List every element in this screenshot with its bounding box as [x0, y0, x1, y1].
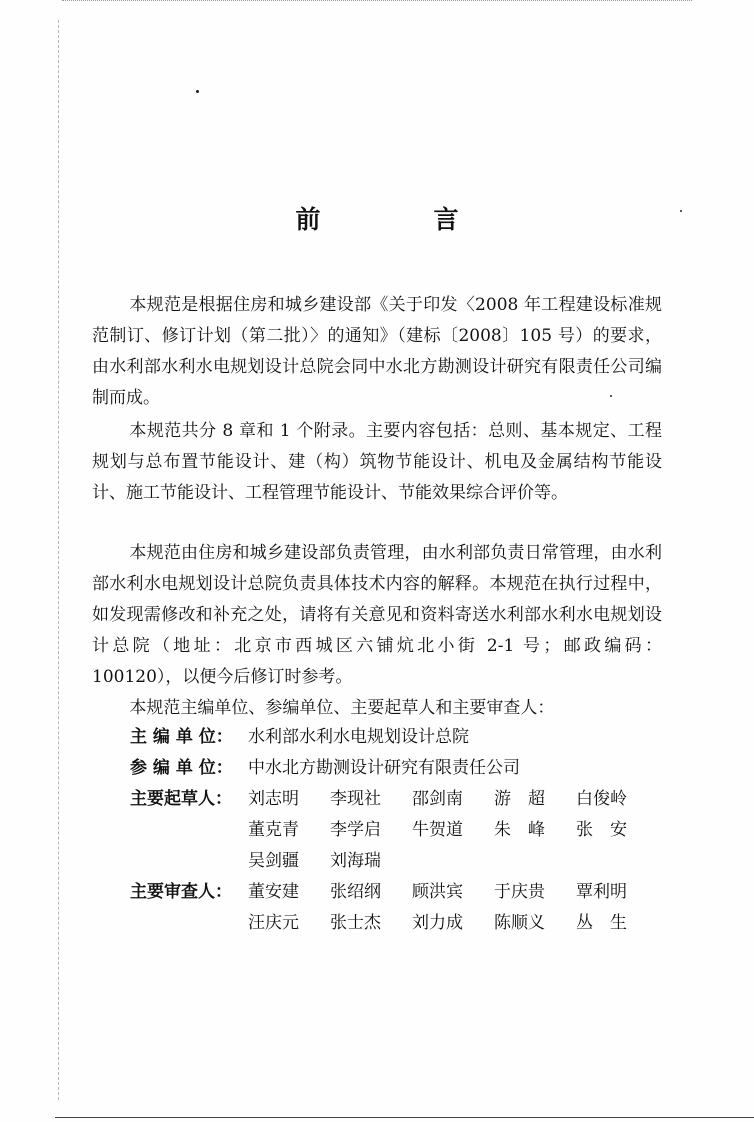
participating-unit-value: 中水北方勘测设计研究有限责任公司 — [248, 758, 520, 778]
drafter-name: 张 安 — [576, 820, 627, 840]
participating-unit-label: 参 编 单 位： — [130, 758, 233, 778]
drafter-name: 白俊岭 — [576, 789, 627, 809]
chief-unit-row — [130, 722, 690, 753]
reviewer-name: 刘力成 — [412, 913, 463, 933]
drafters-label: 主要起草人： — [130, 789, 232, 809]
scan-edge-left — [58, 20, 60, 1100]
reviewer-name: 张士杰 — [330, 913, 381, 933]
drafters-row — [130, 815, 690, 846]
reviewers-row — [130, 877, 690, 908]
drafter-name: 刘海瑞 — [330, 851, 381, 871]
preface-paragraph: 本规范主编单位、参编单位、主要起草人和主要审查人： — [129, 698, 555, 718]
drafter-name: 李学启 — [330, 820, 381, 840]
scan-speck — [196, 90, 199, 93]
preface-paragraph: 本规范由住房和城乡建设部负责管理，由水利部负责日常管理，由水利部水利水电规划设计总院负责具体技术内容的解释。本规范在执行过程中，如发现需修改和补充之处，请将有关意见和资料寄送水利部水利水电规划设计总院（地址：北京市西城区六铺炕北小街 2-1 号；邮政编码：100120），以便今后修订时参考。 — [92, 543, 662, 687]
drafter-name: 李现社 — [330, 789, 381, 809]
reviewer-name: 覃利明 — [576, 882, 627, 902]
staff-list — [130, 722, 690, 939]
drafter-name: 朱 峰 — [494, 820, 545, 840]
preface-paragraph: 本规范共分 8 章和 1 个附录。主要内容包括：总则、基本规定、工程规划与总布置节能设计、建（构）筑物节能设计、机电及金属结构节能设计、施工节能设计、工程管理节能设计、节能效果综合评价等。 — [92, 421, 662, 503]
reviewer-name: 董安建 — [248, 882, 299, 902]
drafter-name: 吴剑疆 — [248, 851, 299, 871]
page-title: 前 言 — [295, 205, 503, 234]
drafter-name: 刘志明 — [248, 789, 299, 809]
participating-unit-row — [130, 753, 690, 784]
reviewer-name: 张绍纲 — [330, 882, 381, 902]
drafter-name: 游 超 — [494, 789, 545, 809]
chief-unit-label: 主 编 单 位： — [130, 727, 233, 747]
preface-paragraph: 本规范是根据住房和城乡建设部《关于印发〈2008 年工程建设标准规范制订、修订计划（第二批）〉的通知》（建标〔2008〕105 号）的要求，由水利部水利水电规划设计总院会同中水北方勘测设计研究有限责任公司编制而成。 — [92, 295, 662, 408]
drafter-name: 邵剑南 — [412, 789, 463, 809]
reviewers-row — [130, 908, 690, 939]
drafter-name: 牛贺道 — [412, 820, 463, 840]
scan-edge-top — [62, 0, 692, 5]
drafters-row — [130, 784, 690, 815]
reviewer-name: 顾洪宾 — [412, 882, 463, 902]
chief-unit-value: 水利部水利水电规划设计总院 — [248, 727, 469, 747]
reviewer-name: 丛 生 — [576, 913, 627, 933]
drafters-row — [130, 846, 690, 877]
reviewer-name: 汪庆元 — [248, 913, 299, 933]
reviewer-name: 陈顺义 — [494, 913, 545, 933]
drafter-name: 董克青 — [248, 820, 299, 840]
scan-edge-bottom — [55, 1117, 754, 1120]
reviewers-label: 主要审查人： — [130, 882, 232, 902]
reviewer-name: 于庆贵 — [494, 882, 545, 902]
